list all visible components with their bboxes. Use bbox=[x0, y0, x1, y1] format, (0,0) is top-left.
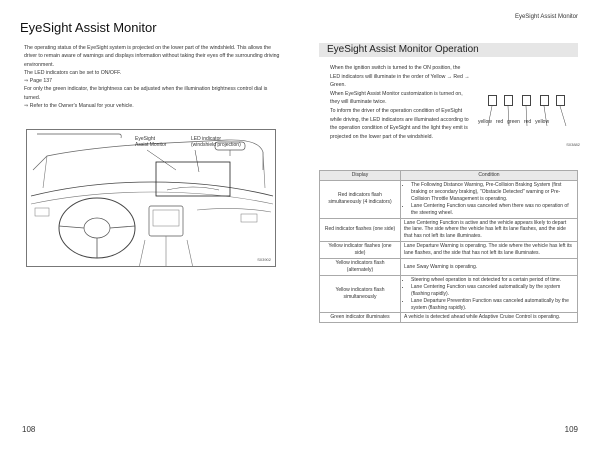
display-cell: Red indicators flash simultaneously (4 indicators) bbox=[320, 181, 401, 219]
operation-paragraph: When the ignition switch is turned to the ON position, the LED indicators will illuminate in the order of Yellow → Red → Green. bbox=[330, 65, 470, 89]
led-indicator-figure bbox=[478, 86, 580, 180]
table-row bbox=[320, 242, 578, 259]
callout-eyesight-assist-monitor: EyeSight Assist Monitor bbox=[135, 136, 167, 149]
intro-text bbox=[24, 44, 282, 110]
table-row bbox=[320, 275, 578, 313]
led-yellow-right bbox=[556, 95, 565, 106]
display-cell: Yellow indicators flash simultaneously bbox=[320, 275, 401, 313]
operation-paragraph: To inform the driver of the operation condition of EyeSight while driving, the LED indicators are illuminated according to the operation condition of EyeSight and the light they emit is projected on the lower part of the windshield. bbox=[330, 107, 469, 140]
display-cell: Green indicator illuminates bbox=[320, 313, 401, 323]
display-cell: Red indicator flashes (one side) bbox=[320, 218, 401, 242]
column-header-display: Display bbox=[320, 171, 401, 181]
condition-item: • The Following Distance Warning, Pre-Collision Braking System (first braking or secondary braking), "Obstacle Detected" warning or Pre-Collision Throttle Management is operating. bbox=[411, 182, 574, 203]
operation-text bbox=[330, 64, 470, 141]
table-row bbox=[320, 181, 578, 219]
led-labels bbox=[478, 119, 578, 125]
led-label: green bbox=[507, 119, 520, 125]
page-reference-link[interactable]: ⇒ Page 137 bbox=[24, 78, 52, 85]
condition-table bbox=[319, 170, 578, 323]
page-number-right: 109 bbox=[564, 425, 578, 434]
page-number-left: 108 bbox=[22, 425, 36, 434]
condition-item: • Steering wheel operation is not detected for a certain period of time. bbox=[411, 277, 574, 284]
operation-paragraph: When EyeSight Assist Monitor customization is turned on, they will illuminate twice. bbox=[330, 90, 463, 106]
figure-code: S03902 bbox=[257, 257, 271, 262]
intro-paragraph: The LED indicators can be set to ON/OFF. bbox=[24, 69, 122, 76]
led-label: red bbox=[495, 119, 504, 125]
led-red-left bbox=[504, 95, 513, 106]
led-red-right bbox=[540, 95, 549, 106]
led-yellow-left bbox=[488, 95, 497, 106]
condition-cell: Lane Departure Warning is operating. The side where the vehicle has left its lane flashes, and the side that has not left its lane illuminates. bbox=[401, 242, 578, 259]
condition-cell: A vehicle is detected ahead while Adaptive Cruise Control is operating. bbox=[401, 313, 578, 323]
condition-item: • Lane Departure Prevention Function was canceled automatically by the system (flashing rapidly). bbox=[411, 298, 574, 312]
page-title: EyeSight Assist Monitor bbox=[20, 20, 157, 35]
condition-cell bbox=[401, 275, 578, 313]
led-label: yellow bbox=[535, 119, 550, 125]
condition-cell bbox=[401, 181, 578, 219]
table-row bbox=[320, 259, 578, 276]
column-header-condition: Condition bbox=[401, 171, 578, 181]
condition-cell: Lane Sway Warning is operating. bbox=[401, 259, 578, 276]
condition-item: • Lane Centering Function was canceled automatically by the system (flashing rapidly). bbox=[411, 284, 574, 298]
table-row bbox=[320, 218, 578, 242]
led-label: red bbox=[523, 119, 532, 125]
display-cell: Yellow indicators flash (alternately) bbox=[320, 259, 401, 276]
display-cell: Yellow indicator flashes (one side) bbox=[320, 242, 401, 259]
figure-code: S03882 bbox=[566, 142, 580, 147]
condition-cell: Lane Centering Function is active and the vehicle appears likely to depart the lane. The side where the vehicle has left its lane flashes, and the side that has not left its lane illuminates. bbox=[401, 218, 578, 242]
manual-reference: ⇒ Refer to the Owner's Manual for your vehicle. bbox=[24, 103, 134, 110]
dashboard-figure bbox=[26, 129, 276, 267]
led-green bbox=[522, 95, 531, 106]
led-indicator-row bbox=[484, 95, 574, 107]
callout-led-indicator: LED indicator (windshield projection) bbox=[191, 136, 241, 149]
running-header: EyeSight Assist Monitor bbox=[514, 14, 578, 20]
intro-paragraph: The operating status of the EyeSight system is projected on the lower part of the windshield. This allows the driver to remain aware of warnings and displays information without taking their eyes off the surrounding driving environment. bbox=[24, 45, 280, 68]
dashboard-illustration bbox=[27, 130, 276, 267]
condition-item: • Lane Centering Function was canceled when there was no operation of the steering wheel. bbox=[411, 203, 574, 217]
intro-paragraph: For only the green indicator, the brightness can be adjusted when the illumination brightness control dial is turned. bbox=[24, 86, 268, 101]
led-label: yellow bbox=[478, 119, 492, 125]
section-title: EyeSight Assist Monitor Operation bbox=[319, 43, 578, 57]
table-row bbox=[320, 313, 578, 323]
